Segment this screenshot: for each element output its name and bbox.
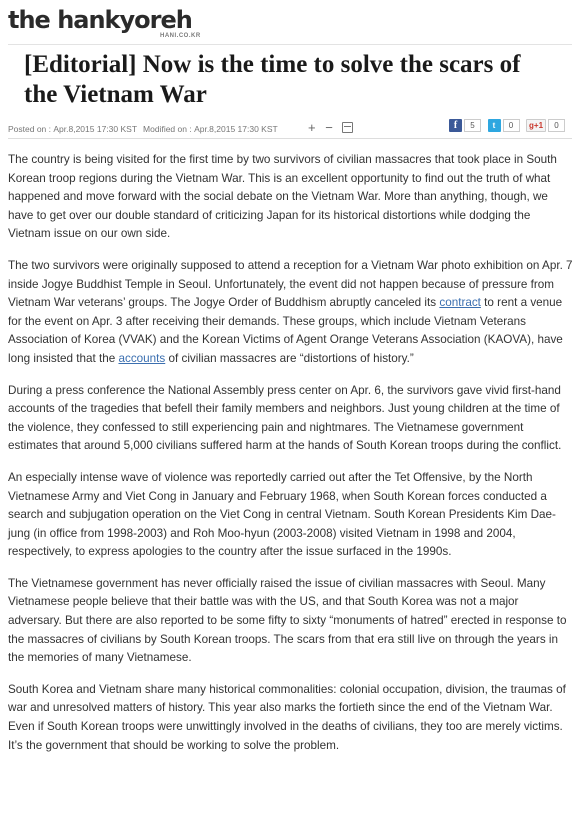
article-tools: [308, 119, 359, 135]
font-enlarge-button[interactable]: +: [308, 120, 316, 136]
twitter-share-button[interactable]: [488, 119, 501, 132]
posted-date: Apr.8,2015 17:30 KST: [53, 123, 138, 134]
facebook-icon: f: [449, 119, 462, 132]
article-dates: [8, 123, 278, 134]
google-plus-share-count: 0: [548, 119, 565, 132]
modified-label: Modified on :: [143, 123, 195, 134]
article-paragraph: [8, 681, 573, 755]
paragraph-text: South Korea and Vietnam share many historical commonalities: colonial occupation, division, the traumas of war and unresolved matters of history. This year also marks the fortieth since the end of the Vietnam War. Even if South Korean troops were unwittingly involved in the deaths of civilians, they too are merely victims. It’s the government that should be working to solve the problem.: [8, 682, 566, 752]
paragraph-text: The country is being visited for the first time by two survivors of civilian massacres that took place in South Korean troop regions during the Vietnam War. This is an excellent opportunity to find out the truth of what happened and move forward with the social debate on the Vietnam War. More than anything, though, we have to get over our double standard of criticizing Japan for its historical distortions while dodging the Vietnam issue on our own side.: [8, 153, 557, 241]
article-title: [Editorial] Now is the time to solve the scars of the Vietnam War: [24, 51, 521, 108]
site-logo-subtitle: HANI.CO.KR: [160, 33, 201, 39]
print-icon: [342, 122, 353, 133]
paragraph-text: The two survivors were originally supposed to attend a reception for a Vietnam War photo exhibition on Apr. 7 inside Jogye Buddhist Temple in Seoul. Unfortunately, the event did not happen because of pressure from Vietnam War veterans’ groups. The Jogye Order of Buddhism abruptly canceled its: [8, 258, 573, 310]
paragraph-text: of civilian massacres are “distortions of history.”: [165, 351, 414, 365]
twitter-icon: t: [488, 119, 501, 132]
article-meta-bar: [8, 114, 572, 139]
article-paragraph: [8, 469, 573, 562]
inline-link[interactable]: contract: [439, 296, 481, 310]
share-bar: [449, 119, 569, 132]
google-plus-icon: g+1: [526, 119, 546, 132]
paragraph-text: The Vietnamese government has never officially raised the issue of civilian massacres with Seoul. Many Vietnamese people believe that their battle was with the US, and that South Korea was not a major adversary. But there are also reported to be some fifty to sixty “monuments of hatred” erected in response to the massacres of civilians by South Korean troops. The scars from that era still live on through the years in the memories of many Vietnamese.: [8, 576, 567, 665]
article-paragraph: [8, 151, 573, 244]
twitter-share-count: 0: [503, 119, 520, 132]
site-logo[interactable]: the hankyoreh: [8, 6, 192, 34]
paragraph-text: During a press conference the National Assembly press center on Apr. 6, the survivors gave vivid first-hand accounts of the tragedies that befell their family members and neighbors. Just young children at the time of the violence, they confessed to still experiencing pain and nightmares. The Vietnamese government estimates that around 5,000 civilians suffered harm at the hands of South Korean troops during the conflict.: [8, 383, 562, 453]
print-button[interactable]: [342, 120, 353, 135]
google-plus-share-button[interactable]: [526, 119, 546, 132]
font-shrink-button[interactable]: −: [325, 120, 333, 136]
paragraph-text: An especially intense wave of violence was reportedly carried out after the Tet Offensive, by the North Vietnamese Army and Viet Cong in January and February 1968, when South Korean forces conducted a search and subjugation operation on the Viet Cong in central Vietnam. South Korean Presidents Kim Dae-jung (in office from 1998-2003) and Roh Moo-hyun (2003-2008) visited Vietnam in 1998 and 2004, respectively, to express apologies to the country after the issue surfaced in the 1990s.: [8, 470, 556, 559]
modified-date: Apr.8,2015 17:30 KST: [194, 123, 278, 134]
article-paragraph: [8, 382, 573, 456]
paragraph-text: to rent a venue for the event on Apr. 3 after receiving their demands. These groups, which include Vietnam Veterans Association of Korea (VVAK) and the Korean Victims of Agent Orange Veterans Association (KAOVA), have long insisted that the: [8, 296, 563, 365]
article-paragraph: [8, 257, 573, 369]
posted-label: Posted on :: [8, 123, 54, 134]
article-body: [8, 151, 573, 768]
inline-link[interactable]: accounts: [118, 351, 166, 365]
masthead: [8, 4, 572, 45]
article-paragraph: [8, 575, 573, 668]
facebook-share-count: 5: [464, 119, 481, 132]
facebook-share-button[interactable]: [449, 119, 462, 132]
